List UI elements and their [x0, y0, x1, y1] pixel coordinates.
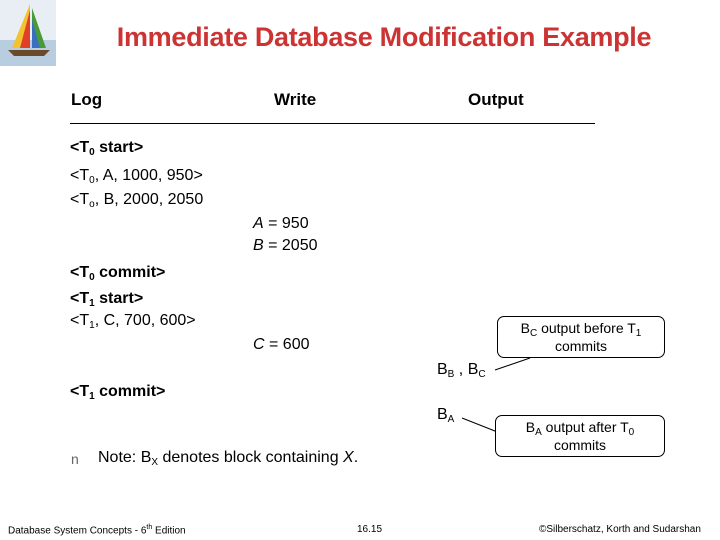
log-t0-b: $<T_o$, B, 2000, 2050: [70, 191, 204, 210]
footer-left: Database System Concepts - 6th Edition: [8, 524, 186, 537]
output-ba: $B_A$: [437, 406, 455, 425]
note-bullet-icon: n: [71, 451, 79, 467]
log-t1-commit: $<T_1$ commit>: [70, 383, 166, 402]
log-t1-c: $<T_1$, C, 700, 600>: [70, 312, 196, 331]
log-t0-a: $<T_0$, A, 1000, 950>: [70, 167, 203, 186]
slide-title: Immediate Database Modification Example: [116, 22, 652, 52]
write-header: Write: [274, 90, 317, 109]
callout-ba-output: $B_A$ output after $T_0$ commits: [495, 415, 665, 457]
write-b: B = 2050: [253, 237, 318, 254]
write-a: A = 950: [253, 215, 309, 232]
output-bb-bc: $B_B$ , $B_C$: [437, 361, 486, 380]
callout-bc-output: $B_C$ output before $T_1$ commits: [497, 316, 665, 358]
footer-right: ©Silberschatz, Korth and Sudarshan: [539, 524, 701, 535]
note-text: Note: $B_X$ denotes block containing X.: [98, 449, 359, 468]
output-header: Output: [468, 90, 524, 109]
log-t0-commit: $<T_0$ commit>: [70, 264, 166, 283]
log-header: Log: [71, 90, 103, 109]
log-t1-start: $<T_1$ start>: [70, 290, 144, 309]
log-t0-start: $<T_0$ start>: [70, 139, 144, 158]
footer-page-number: 16.15: [357, 524, 383, 535]
write-c: C = 600: [253, 336, 310, 353]
